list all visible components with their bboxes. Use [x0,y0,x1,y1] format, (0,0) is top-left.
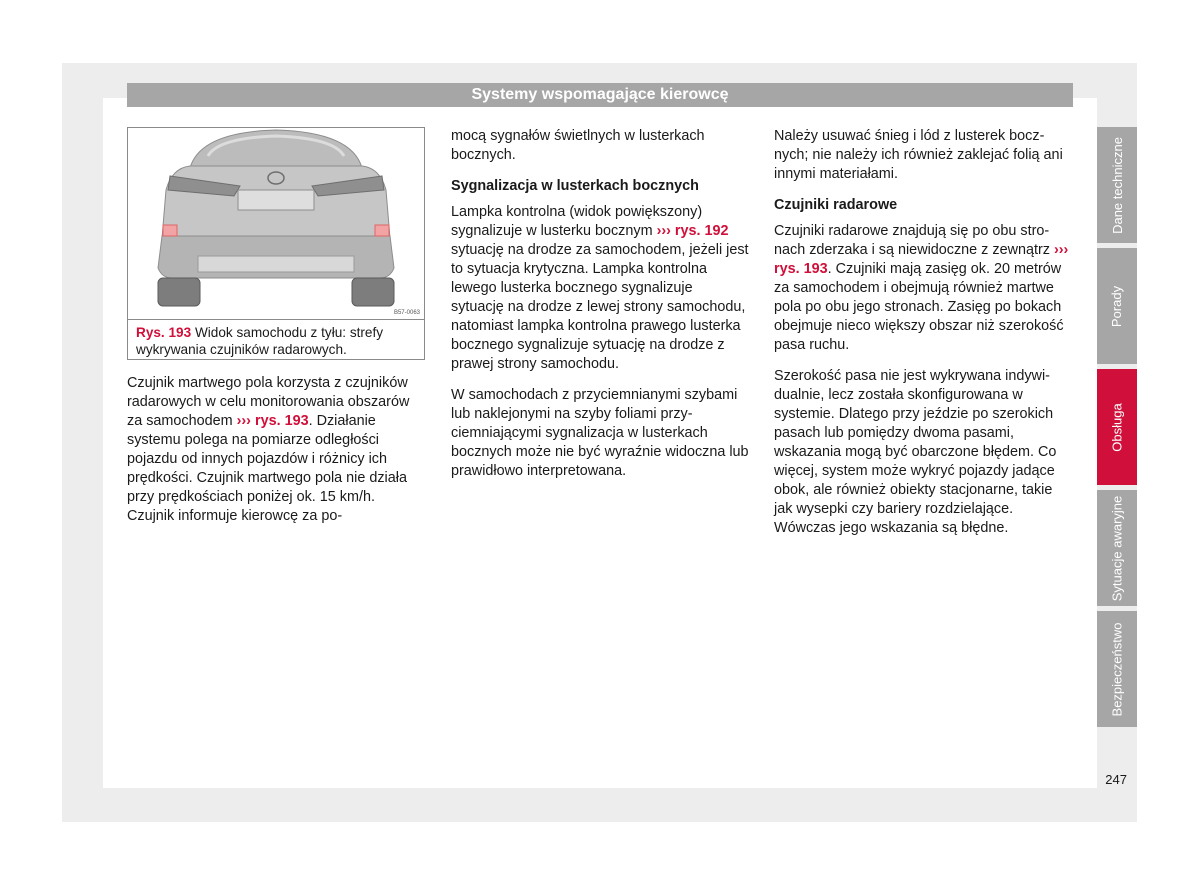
radar-zone-right [375,225,389,236]
col3-paragraph-1: Należy usuwać śnieg i lód z lusterek bocznych; nie należy ich również zaklejać folią ani innymi materiałami. [774,128,1063,182]
figure-193 [127,127,425,360]
figure-link-193[interactable]: ››› rys. 193 [236,413,309,429]
col1-paragraph-1: Czujnik martwego pola korzysta z czujników radarowych w celu monitorowania obszarów za samochodem ››› rys. 193. Działanie systemu polega na pomiarze odległości pojazdu od innych pojazdów i różnicy ich prędkości. Czujnik martwego pola nie działa przy prędkościach poniżej ok. 15 km/h. Czujnik informuje kierowcę za po- [127,375,410,524]
figure-link-193b[interactable]: ››› rys. 193 [774,242,1069,277]
col3-heading: Czujniki radarowe [774,197,898,213]
col3-paragraph-3: Szerokość pasa nie jest wykrywana indywidualnie, lecz została skonfigurowana w systemie. Dlatego przy jeździe po szerokich pasach lub pomiędzy dwoma pasami, wskazania mogą być obarczone błędem. Co więcej, system może wykryć pojazdy jadące obok, ale również obiekty stacjonarne, takie jak wysepki czy bariery rozdzielające. Wówczas jego wskazania są błędne. [774,368,1057,536]
car-rear-illustration [128,128,424,319]
column-3 [774,127,1072,550]
caption-label: Rys. 193 [136,325,192,340]
tab-dane-techniczne[interactable]: Dane techniczne [1097,127,1137,243]
col2-paragraph-1: mocą sygnałów świetlnych w lusterkach bocznych. [451,128,705,163]
tab-sytuacje-awaryjne[interactable]: Sytuacje awaryjne [1097,490,1137,606]
figure-link-192[interactable]: ››› rys. 192 [656,223,729,239]
caption-text: Widok samochodu z tyłu: strefy wykrywania czujników radarowych. [136,325,384,357]
col3-paragraph-2: Czujniki radarowe znajdują się po obu stronach zderzaka i są niewidoczne z zewnątrz ››› rys. 193. Czujniki mają zasięg ok. 20 metrów za samochodem i obejmują również martwe pola po obu jego stronach. Zasięg po bokach obejmuje nieco większy obszar niż szerokość pasa ruchu. [774,223,1069,353]
section-header: Systemy wspomagające kierowcę [127,83,1073,107]
figure-caption [136,324,418,358]
col2-heading: Sygnalizacja w lusterkach bocznych [451,178,699,194]
radar-zone-left [163,225,177,236]
tab-bezpieczenstwo[interactable]: Bezpieczeństwo [1097,611,1137,727]
column-2 [451,127,749,493]
figure-code: B57-0063 [393,310,420,316]
figure-divider [128,319,424,320]
page-number: 247 [1105,772,1127,787]
col2-paragraph-2: Lampka kontrolna (widok powiększony) sygnalizuje w lusterku bocznym ››› rys. 192 sytuację na drodze za samochodem, jeżeli jest to sytuacja krytyczna. Lampka kontrolna lewego lusterka bocznego sygnalizuje sytuację na drodze z lewej strony samochodu, natomiast lampka kontrolna prawego lusterka bocznego sygnalizuje sytuację na drodze z prawej strony samochodu. [451,204,749,372]
tab-obsluga[interactable]: Obsługa [1097,369,1137,485]
column-1 [127,374,425,538]
tab-porady[interactable]: Porady [1097,248,1137,364]
col2-paragraph-3: W samochodach z przyciemnianymi szybami lub naklejonymi na szyby foliami przyciemniającymi sygnalizacja w lusterkach bocznych może nie być wyraźnie widoczna lub prawidłowo interpretowana. [451,387,749,479]
